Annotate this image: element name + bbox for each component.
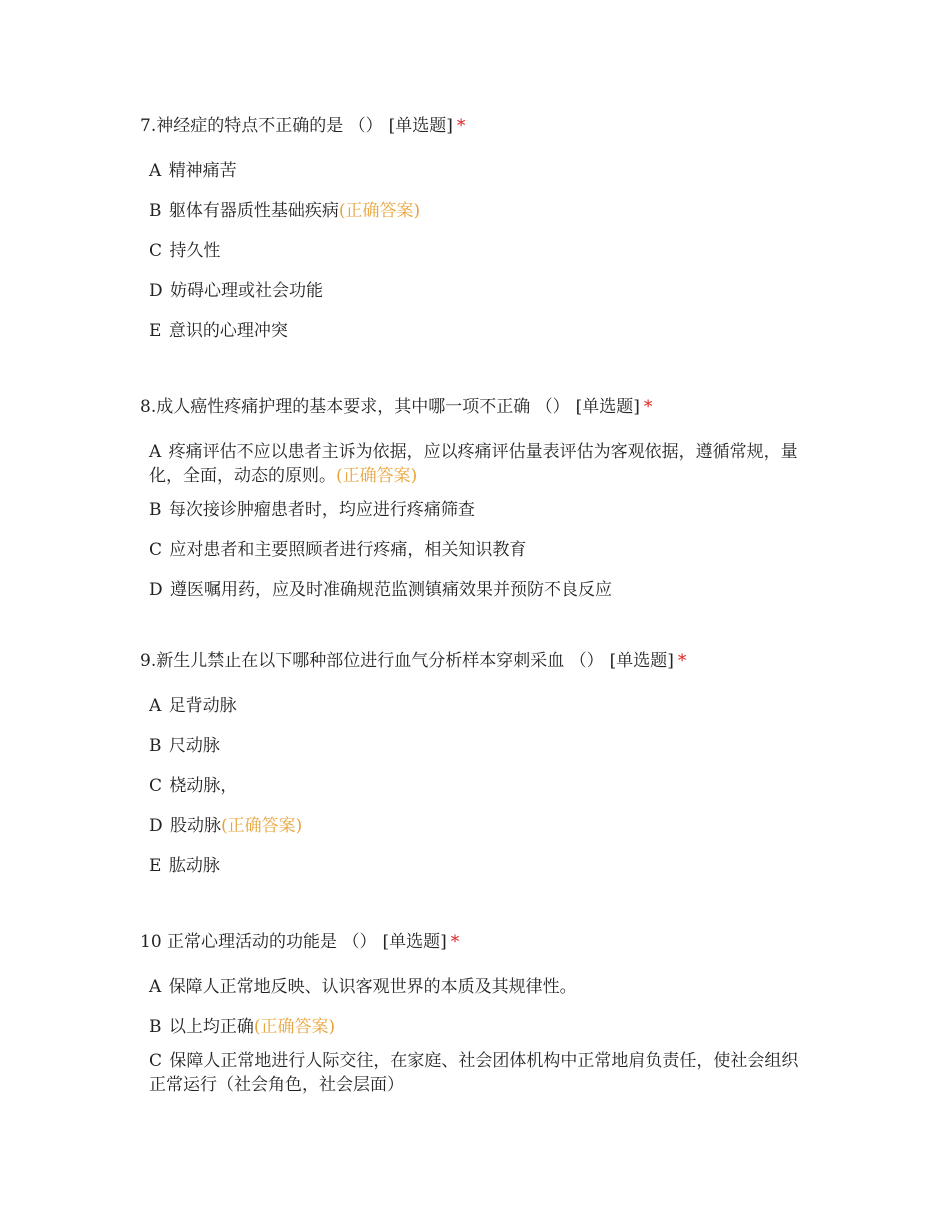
option-list <box>140 159 820 343</box>
option-b <box>149 734 820 758</box>
option-text: 持久性 <box>169 241 221 261</box>
option-letter: A <box>149 696 162 716</box>
option-text: 保障人正常地进行人际交往，在家庭、社会团体机构中正常地肩负责任，使社会组织正常运行（社会角色，社会层面） <box>149 1051 799 1095</box>
option-text: 以上均正确 <box>168 1017 254 1037</box>
question-title <box>140 649 820 673</box>
option-letter: D <box>149 580 163 600</box>
option-letter: C <box>149 241 163 261</box>
option-c <box>149 1049 804 1097</box>
option-b <box>149 1015 820 1039</box>
question-text: 10 正常心理活动的功能是 （） <box>140 932 377 952</box>
question-text: 9.新生儿禁止在以下哪种部位进行血气分析样本穿刺采血 （） <box>140 651 604 671</box>
option-letter: B <box>149 736 162 756</box>
question-7 <box>140 114 820 359</box>
option-letter: A <box>149 977 162 997</box>
correct-answer-tag: (正确答案) <box>221 816 303 836</box>
option-c <box>149 774 820 798</box>
option-text: 每次接诊肿瘤患者时，均应进行疼痛筛查 <box>168 500 475 520</box>
option-text: 疼痛评估不应以患者主诉为依据，应以疼痛评估量表评估为客观依据，遵循常规，量化，全面，动态的原则。 <box>149 442 798 486</box>
option-e <box>149 854 820 878</box>
option-a <box>149 159 820 183</box>
option-list <box>140 440 820 602</box>
correct-answer-tag: (正确答案) <box>336 466 418 486</box>
question-9 <box>140 649 820 894</box>
question-type-tag: [单选题] <box>382 932 447 952</box>
option-letter: B <box>149 500 162 520</box>
option-text: 意识的心理冲突 <box>168 321 288 341</box>
option-a <box>149 440 804 488</box>
option-text: 保障人正常地反映、认识客观世界的本质及其规律性。 <box>168 977 577 997</box>
question-title <box>140 930 820 954</box>
option-letter: E <box>149 856 162 876</box>
option-letter: B <box>149 201 162 221</box>
option-letter: A <box>149 442 162 462</box>
option-text: 躯体有器质性基础疾病 <box>168 201 339 221</box>
option-c <box>149 239 820 263</box>
question-type-tag: [单选题] <box>609 651 674 671</box>
option-text: 精神痛苦 <box>168 161 237 181</box>
required-mark: * <box>677 651 687 671</box>
option-text: 尺动脉 <box>168 736 220 756</box>
option-letter: E <box>149 321 162 341</box>
option-a <box>149 975 820 999</box>
option-text: 妨碍心理或社会功能 <box>170 281 324 301</box>
option-letter: C <box>149 776 163 796</box>
correct-answer-tag: (正确答案) <box>253 1017 336 1037</box>
question-title <box>140 395 820 419</box>
required-mark: * <box>450 932 460 952</box>
option-list <box>140 975 820 1097</box>
option-text: 遵医嘱用药，应及时准确规范监测镇痛效果并预防不良反应 <box>170 580 613 600</box>
question-text: 8.成人癌性疼痛护理的基本要求，其中哪一项不正确 （） <box>140 397 570 417</box>
option-list <box>140 694 820 878</box>
option-letter: C <box>149 540 163 560</box>
option-letter: A <box>149 161 162 181</box>
option-a <box>149 694 820 718</box>
question-text: 7.神经症的特点不正确的是 （） <box>140 116 383 136</box>
option-text: 桡动脉， <box>169 776 238 796</box>
option-text: 股动脉 <box>170 816 222 836</box>
option-d <box>149 814 820 838</box>
option-d <box>149 578 820 602</box>
option-e <box>149 319 820 343</box>
option-text: 足背动脉 <box>168 696 237 716</box>
required-mark: * <box>643 397 653 417</box>
question-type-tag: [单选题] <box>388 116 453 136</box>
option-letter: B <box>149 1017 162 1037</box>
option-text: 应对患者和主要照顾者进行疼痛，相关知识教育 <box>169 540 527 560</box>
required-mark: * <box>456 116 466 136</box>
option-b <box>149 199 820 223</box>
option-d <box>149 279 820 303</box>
option-b <box>149 498 820 522</box>
option-letter: D <box>149 281 163 301</box>
question-8 <box>140 395 820 618</box>
option-text: 肱动脉 <box>168 856 220 876</box>
option-letter: D <box>149 816 163 836</box>
correct-answer-tag: (正确答案) <box>338 201 421 221</box>
option-letter: C <box>149 1051 163 1071</box>
question-type-tag: [单选题] <box>575 397 640 417</box>
question-title <box>140 114 820 138</box>
question-10 <box>140 930 820 1113</box>
option-c <box>149 538 820 562</box>
